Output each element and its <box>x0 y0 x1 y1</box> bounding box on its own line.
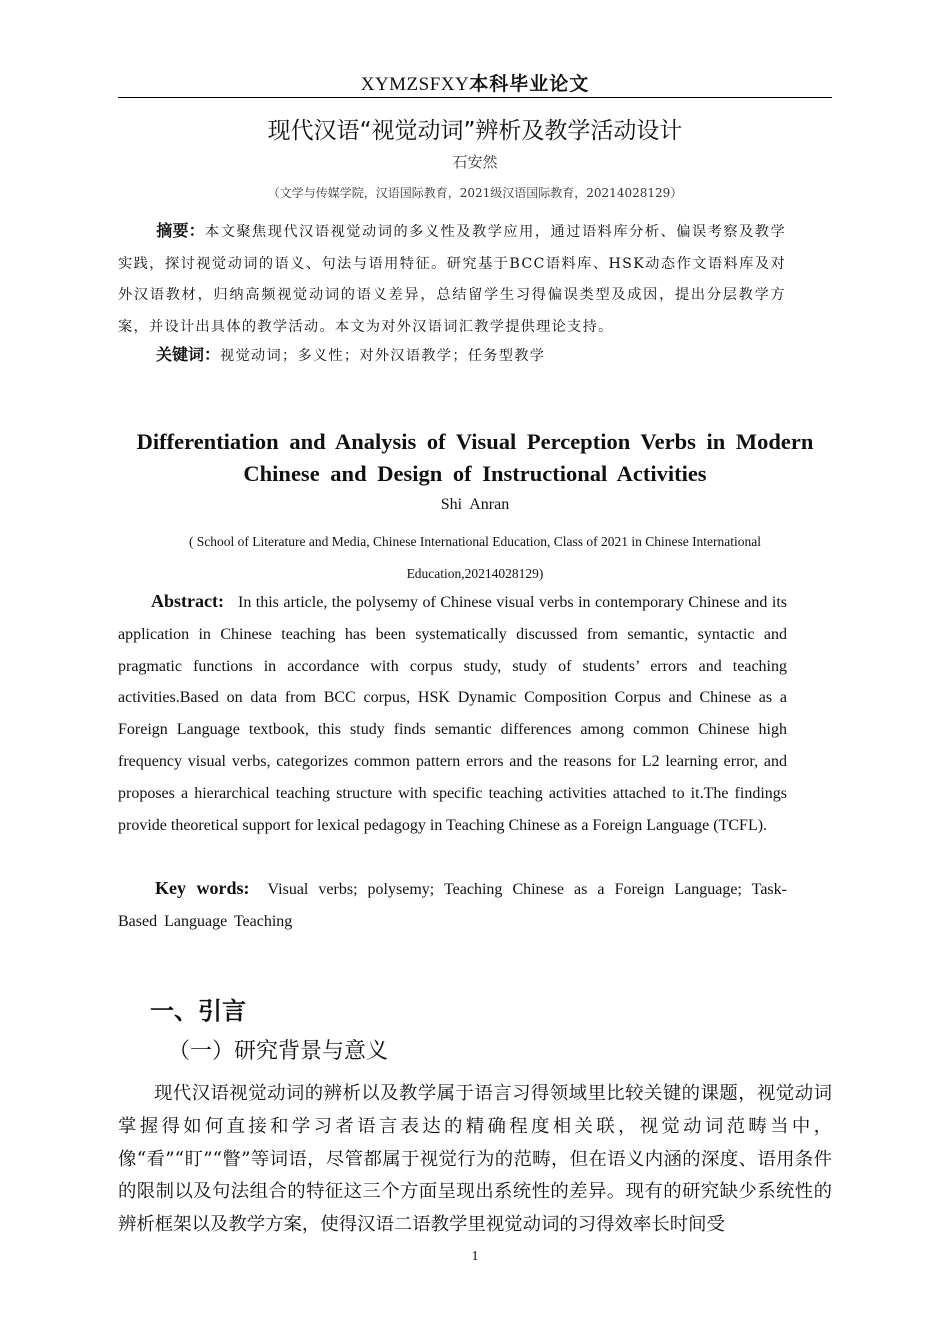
chinese-abstract-text: 本文聚焦现代汉语视觉动词的多义性及教学应用，通过语料库分析、偏误考察及教学实践，探讨视觉动词的语义、句法与语用特征。研究基于BCC语料库、HSK动态作文语料库及对外汉语教材，归纳高频视觉动词的语义差异，总结留学生习得偏误类型及成因，提出分层教学方案，并设计出具体的教学活动。本文为对外汉语词汇教学提供理论支持。 <box>118 224 786 336</box>
header-thesis-label: 本科毕业论文 <box>469 73 590 95</box>
english-affiliation-line2: Education,20214028129) <box>406 565 544 581</box>
header-rule <box>118 97 832 98</box>
chinese-keywords <box>118 342 786 369</box>
header-code: XYMZSFXY <box>360 74 470 95</box>
body-paragraph: 现代汉语视觉动词的辨析以及教学属于语言习得领域里比较关键的课题，视觉动词掌握得如何直接和学习者语言表达的精确程度相关联，视觉动词范畴当中，像“看”“盯”“瞥”等词语，尽管都属于视觉行为的范畴，但在语义内涵的深度、语用条件的限制以及句法组合的特征这三个方面呈现出系统性的差异。现有的研究缺少系统性的辨析框架以及教学方案，使得汉语二语教学里视觉动词的习得效率长时间受 <box>118 1083 832 1236</box>
english-keywords-label: Key words: <box>155 878 250 898</box>
english-title <box>118 426 832 490</box>
chinese-keywords-text: 视觉动词；多义性；对外汉语教学；任务型教学 <box>220 348 546 364</box>
chinese-affiliation: （文学与传媒学院，汉语国际教育，2021级汉语国际教育，20214028129） <box>267 186 683 200</box>
english-abstract-label: Abstract: <box>151 591 224 611</box>
english-keywords <box>118 873 787 938</box>
running-header <box>118 72 832 97</box>
chinese-abstract-label: 摘要： <box>156 221 205 240</box>
english-abstract-text: In this article, the polysemy of Chinese visual verbs in contemporary Chinese and its application in Chinese teaching has been systematically discussed from semantic, syntactic and pragmatic functions in accordance with corpus study, study of students’ errors and teaching activities.Based on data from BCC corpus, HSK Dynamic Composition Corpus and Chinese as a Foreign Language textbook, this study finds semantic differences among common Chinese high frequency visual verbs, categorizes common pattern errors and the reasons for L2 learning error, and proposes a hierarchical teaching structure with specific teaching activities attached to it.The findings provide theoretical support for lexical pedagogy in Teaching Chinese as a Foreign Language (TCFL). <box>118 594 787 834</box>
english-affiliation-line1: ( School of Literature and Media, Chinese International Education, Class of 2021 in Chinese International <box>188 534 762 549</box>
page-number: 1 <box>471 1249 479 1264</box>
chinese-keywords-label: 关键词： <box>156 345 221 364</box>
section-heading-introduction: 一、引言 <box>150 997 246 1025</box>
subsection-heading-background: （一）研究背景与意义 <box>168 1039 389 1064</box>
english-title-line1: Differentiation and Analysis of Visual Perception Verbs in Modern <box>136 429 814 454</box>
chinese-abstract <box>118 215 786 344</box>
english-title-line2: Chinese and Design of Instructional Activities <box>243 461 707 486</box>
chinese-title: 现代汉语“视觉动词”辨析及教学活动设计 <box>267 118 683 144</box>
english-keywords-text: Visual verbs; polysemy; Teaching Chinese as a Foreign Language; Task-Based Language Teaching <box>118 881 787 930</box>
english-author: Shi Anran <box>440 496 510 513</box>
english-abstract <box>118 586 787 841</box>
english-affiliation <box>150 526 800 589</box>
chinese-author: 石安然 <box>452 153 498 171</box>
